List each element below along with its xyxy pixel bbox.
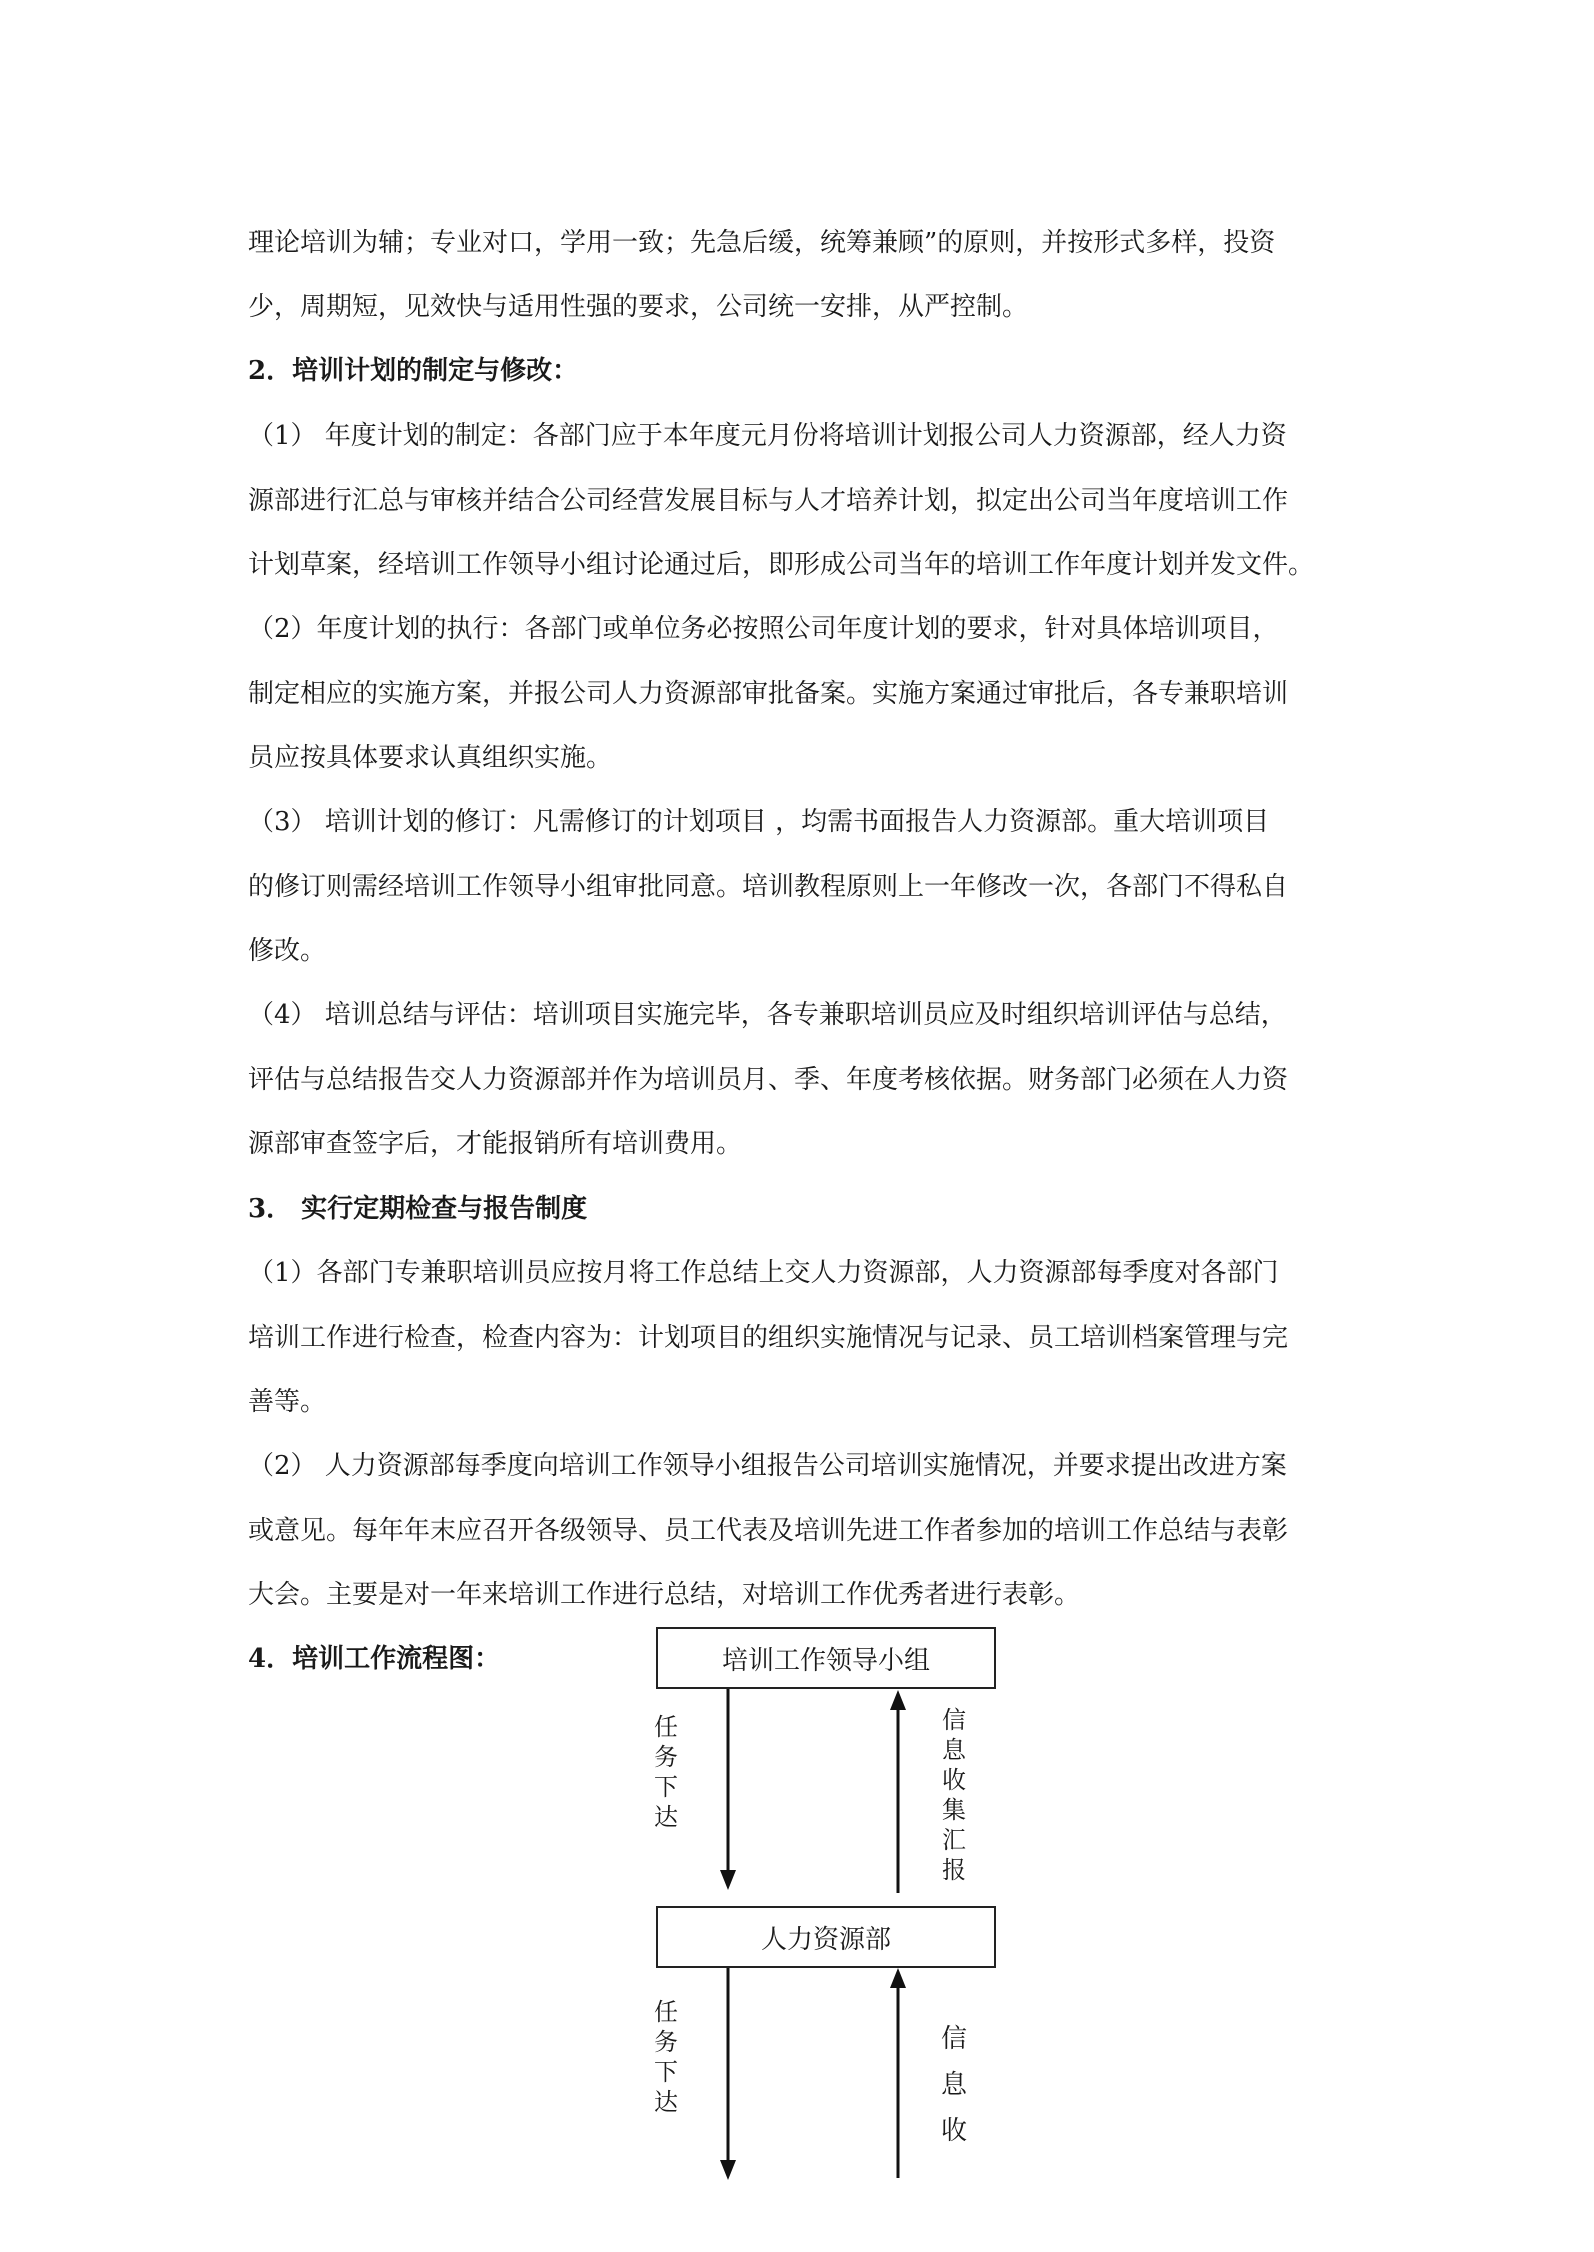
text-line: 的修订则需经培训工作领导小组审批同意。培训教程原则上一年修改一次，各部门不得私自 <box>248 872 1289 902</box>
text-line: 大会。主要是对一年来培训工作进行总结，对培训工作优秀者进行表彰。 <box>248 1580 1081 1610</box>
flowchart-box-hr: 人力资源部 <box>656 1906 996 1968</box>
text-line: 培训工作进行检查，检查内容为：计划项目的组织实施情况与记录、员工培训档案管理与完 <box>248 1323 1289 1353</box>
text-line: 理论培训为辅；专业对口，学用一致；先急后缓，统筹兼顾”的原则，并按形式多样，投资 <box>248 228 1276 258</box>
label-info-up: 信 息 收 <box>940 2024 967 2146</box>
text-line: （2）年度计划的执行：各部门或单位务必按照公司年度计划的要求，针对具体培训项目， <box>248 614 1279 644</box>
text-line: 员应按具体要求认真组织实施。 <box>248 743 613 773</box>
text-line: （3） 培训计划的修订：凡需修订的计划项目 ，均需书面报告人力资源部。重大培训项目 <box>248 807 1270 837</box>
text-line: （4） 培训总结与评估：培训项目实施完毕，各专兼职培训员应及时组织培训评估与总结， <box>248 1000 1287 1030</box>
text-line: 计划草案，经培训工作领导小组讨论通过后，即形成公司当年的培训工作年度计划并发文件。 <box>248 550 1315 580</box>
section-heading: 2．培训计划的制定与修改： <box>248 356 579 386</box>
text-line: 善等。 <box>248 1387 327 1417</box>
section-heading: 4．培训工作流程图： <box>248 1644 501 1674</box>
section-heading: 3． 实行定期检查与报告制度 <box>248 1194 588 1224</box>
text-line: 源部审查签字后，才能报销所有培训费用。 <box>248 1129 743 1159</box>
arrowhead-up <box>890 1690 906 1710</box>
text-line: 源部进行汇总与审核并结合公司经营发展目标与人才培养计划，拟定出公司当年度培训工作 <box>248 486 1289 516</box>
flowchart-box-leadership: 培训工作领导小组 <box>656 1627 996 1689</box>
label-info-up: 信 息 收 集 汇 报 <box>942 1706 966 1884</box>
text-line: 评估与总结报告交人力资源部并作为培训员月、季、年度考核依据。财务部门必须在人力资 <box>248 1065 1289 1095</box>
text-line: 修改。 <box>248 936 327 966</box>
text-line: （1） 年度计划的制定：各部门应于本年度元月份将培训计划报公司人力资源部，经人力资 <box>248 421 1287 451</box>
text-line: 制定相应的实施方案，并报公司人力资源部审批备案。实施方案通过审批后，各专兼职培训 <box>248 679 1289 709</box>
arrowhead-down <box>720 2160 736 2180</box>
arrowhead-down <box>720 1870 736 1890</box>
label-task-down: 任 务 下 达 <box>654 1713 678 1831</box>
text-line: （2） 人力资源部每季度向培训工作领导小组报告公司培训实施情况，并要求提出改进方案 <box>248 1451 1287 1481</box>
text-line: 或意见。每年年末应召开各级领导、员工代表及培训先进工作者参加的培训工作总结与表彰 <box>248 1516 1289 1546</box>
text-line: 少，周期短，见效快与适用性强的要求，公司统一安排，从严控制。 <box>248 292 1029 322</box>
text-line: （1）各部门专兼职培训员应按月将工作总结上交人力资源部，人力资源部每季度对各部门 <box>248 1258 1279 1288</box>
arrowhead-up <box>890 1968 906 1988</box>
label-task-down: 任 务 下 达 <box>654 1998 678 2116</box>
